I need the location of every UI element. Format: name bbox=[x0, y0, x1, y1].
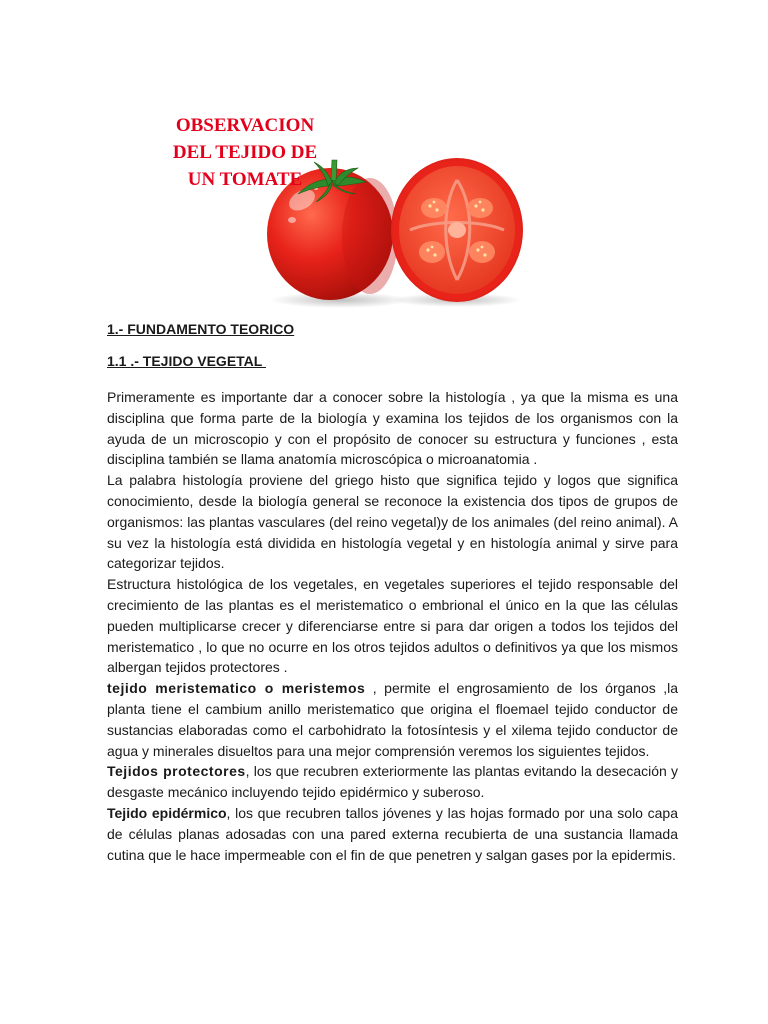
term-meristematico: tejido meristematico o meristemos bbox=[107, 680, 366, 697]
text-epidermico: , los que recubren tallos jóvenes y las hojas formado por una solo capa de células planas adosadas con una pared externa recubierta de una sustancia llamada cutina que le hace impermeable con el fin de que penetren y salgan gases por la epidermis. bbox=[107, 804, 678, 863]
text-protectores: , los que recubren exteriormente las plantas evitando la desecación y desgaste mecánico incluyendo tejido epidérmico y suberoso. bbox=[107, 763, 678, 801]
document-body bbox=[107, 387, 678, 865]
paragraph-protectores bbox=[107, 761, 678, 803]
title-line-2: DEL TEJIDO DE bbox=[172, 142, 318, 163]
paragraph-epidermico bbox=[107, 803, 678, 865]
section-heading-tejido-vegetal: 1.1 .- TEJIDO VEGETAL bbox=[107, 353, 266, 369]
title-line-3: UN TOMATE bbox=[187, 169, 303, 190]
document-title bbox=[160, 112, 330, 193]
halved-tomato-icon bbox=[391, 158, 523, 302]
term-epidermico: Tejido epidérmico bbox=[107, 804, 227, 821]
title-line-1: OBSERVACION bbox=[175, 115, 315, 136]
paragraph-palabra-histologia: La palabra histología proviene del griego histo que significa tejido y logos que significa conocimiento, desde la biología general se reconoce la existencia dos tipos de grupos de organismos: las plantas vasculares (del reino vegetal)y de los animales (del reino animal). A su vez la histología está dividida en histología vegetal y en histología animal y sirve para categorizar tejidos. bbox=[107, 472, 678, 572]
text-meristematico: , permite el engrosamiento de los órganos ,la planta tiene el cambium anillo meristematico que origina el floemael tejido conductor de sustancias elaboradas como el carbohidrato la fotosíntesis y el xilema tejido conductor de agua y minerales disueltos para una mejor comprensión veremos los siguientes tejidos. bbox=[107, 680, 679, 759]
paragraph-histologia: Primeramente es importante dar a conocer sobre la histología , ya que la misma es una disciplina que forma parte de la biología y examina los tejidos de los organismos con la ayuda de un microscopio y con el propósito de conocer su estructura y funciones , esta disciplina también se llama anatomía microscópica o microanatomia . bbox=[107, 389, 678, 468]
paragraph-meristematico bbox=[107, 678, 678, 761]
term-protectores: Tejidos protectores bbox=[107, 763, 246, 780]
section-heading-fundamento: 1.- FUNDAMENTO TEORICO bbox=[107, 321, 295, 337]
paragraph-estructura: Estructura histológica de los vegetales, en vegetales superiores el tejido responsable del crecimiento de las plantas es el meristematico o embrional el único en la que las células pueden multiplicarse crecer y diferenciarse entre si para dar origen a todos los tejidos del meristematico , lo que no ocurre en los otros tejidos adultos o definitivos ya que los mismos albergan tejidos protectores . bbox=[107, 576, 678, 676]
